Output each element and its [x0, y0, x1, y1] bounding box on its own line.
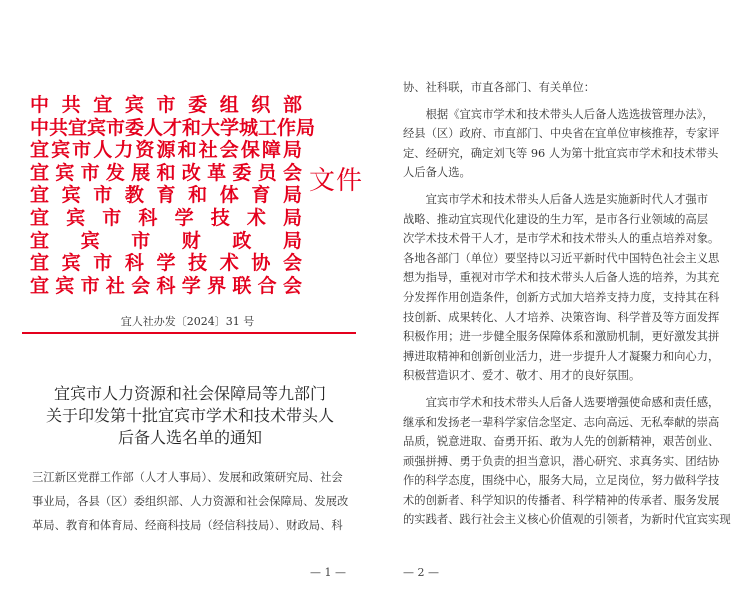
title-line: 关于印发第十批宜宾市学术和技术带头人 — [45, 406, 334, 425]
body-line: 继承和发扬老一辈科学家信念坚定、志向高远、无私奉献的崇高 — [403, 415, 720, 429]
paragraph-gap — [403, 386, 731, 393]
red-divider — [22, 332, 356, 334]
page-number: — 2 — — [403, 566, 439, 579]
paragraph-gap — [403, 98, 731, 105]
issuer-line: 宜 宾 市 教 育 和 体 育 局 — [30, 184, 302, 207]
issuing-organizations — [30, 94, 316, 297]
body-line: 品质，锐意进取、奋勇开拓、敢为人先的创新精神，艰苦创业、 — [403, 435, 720, 449]
body-line: 革局、教育和体育局、经商科技局（经信科技局）、财政局、科 — [32, 519, 343, 532]
issuer-line: 宜 宾 市 财 政 局 — [30, 229, 302, 252]
issuer-line: 中共宜宾市委人才和大学城工作局 — [30, 116, 316, 139]
issuer-line: 宜宾市发展和改革委员会 — [30, 161, 302, 184]
body-line: 积极营造识才、爱才、敬才、用才的良好氛围。 — [403, 369, 641, 383]
page-number: — 1 — — [310, 566, 346, 579]
document-label: 文件 — [309, 166, 364, 196]
issuer-line: 宜宾市社会科学界联合会 — [30, 274, 302, 297]
body-line: 宜宾市学术和技术带头人后备人选要增强使命感和责任感， — [403, 395, 720, 409]
body-line: 作的科学态度，围绕中心，服务大局，立足岗位，努力做科学技 — [403, 474, 720, 488]
issuer-line: 宜 宾 市 科 学 技 术 局 — [30, 206, 302, 229]
body-line: 三江新区党群工作部（人才人事局）、发展和政策研究局、社会 — [32, 471, 343, 484]
body-line: 事业局，各县（区）委组织部、人力资源和社会保障局、发展改 — [32, 495, 349, 508]
body-line: 术的创新者、科学知识的传播者、科学精神的传承者、服务发展 — [403, 493, 720, 507]
paragraph-gap — [403, 183, 731, 190]
body-line: 宜宾市学术和技术带头人后备人选是实施新时代人才强市 — [403, 192, 709, 206]
body-line: 次学术技术骨干人才，是市学术和技术带头人的重点培养对象。 — [403, 232, 720, 246]
body-line: 分发挥作用创造条件，创新方式加大培养支持力度，支持其在科 — [403, 290, 720, 304]
notice-title — [20, 383, 360, 449]
title-line: 宜宾市人力资源和社会保障局等九部门 — [53, 384, 326, 403]
issuer-line: 宜宾市人力资源和社会保障局 — [30, 139, 302, 162]
body-line: 顽强拼搏、勇于负责的担当意识，潜心研究、求真务实、团结协 — [403, 454, 720, 468]
issuer-line: 中 共 宜 宾 市 委 组 织 部 — [30, 94, 302, 116]
right-page — [375, 0, 750, 605]
body-line: 的实践者、践行社会主义核心价值观的引领者，为新时代宜宾实现 — [403, 513, 731, 527]
body-line: 想为指导，重视对市学术和技术带头人后备人选的培养，为其充 — [403, 271, 720, 285]
body-line: 积极作用；进一步健全服务保障体系和激励机制，更好激发其拼 — [403, 330, 720, 344]
body-line: 根据《宜宾市学术和技术带头人后备人选选拔管理办法》， — [403, 107, 714, 121]
body-line: 各地各部门（单位）要坚持以习近平新时代中国特色社会主义思 — [403, 251, 720, 265]
document-number: 宜人社办发〔2024〕31 号 — [120, 315, 255, 328]
title-line: 后备人选名单的通知 — [117, 428, 262, 447]
body-line: 战略、推动宜宾现代化建设的生力军，是市各行业领域的高层 — [403, 212, 709, 226]
body-line: 人后备人选。 — [403, 166, 471, 180]
addressee-text — [32, 466, 352, 538]
body-line: 搏进取精神和创新创业活力，进一步提升人才凝聚力和向心力， — [403, 349, 720, 363]
body-line: 经县（区）政府、市直部门、中央省在宜单位审核推荐，专家评 — [403, 127, 720, 141]
issuer-line: 宜 宾 市 科 学 技 术 协 会 — [30, 252, 302, 275]
body-line: 技创新、成果转化、人才培养、决策咨询、科学普及等方面发挥 — [403, 310, 720, 324]
body-line: 定、经研究，确定刘飞等 96 人为第十批宜宾市学术和技术带头 — [403, 146, 719, 160]
notice-body — [403, 78, 731, 530]
body-line: 协、社科联，市直各部门、有关单位： — [403, 81, 596, 94]
